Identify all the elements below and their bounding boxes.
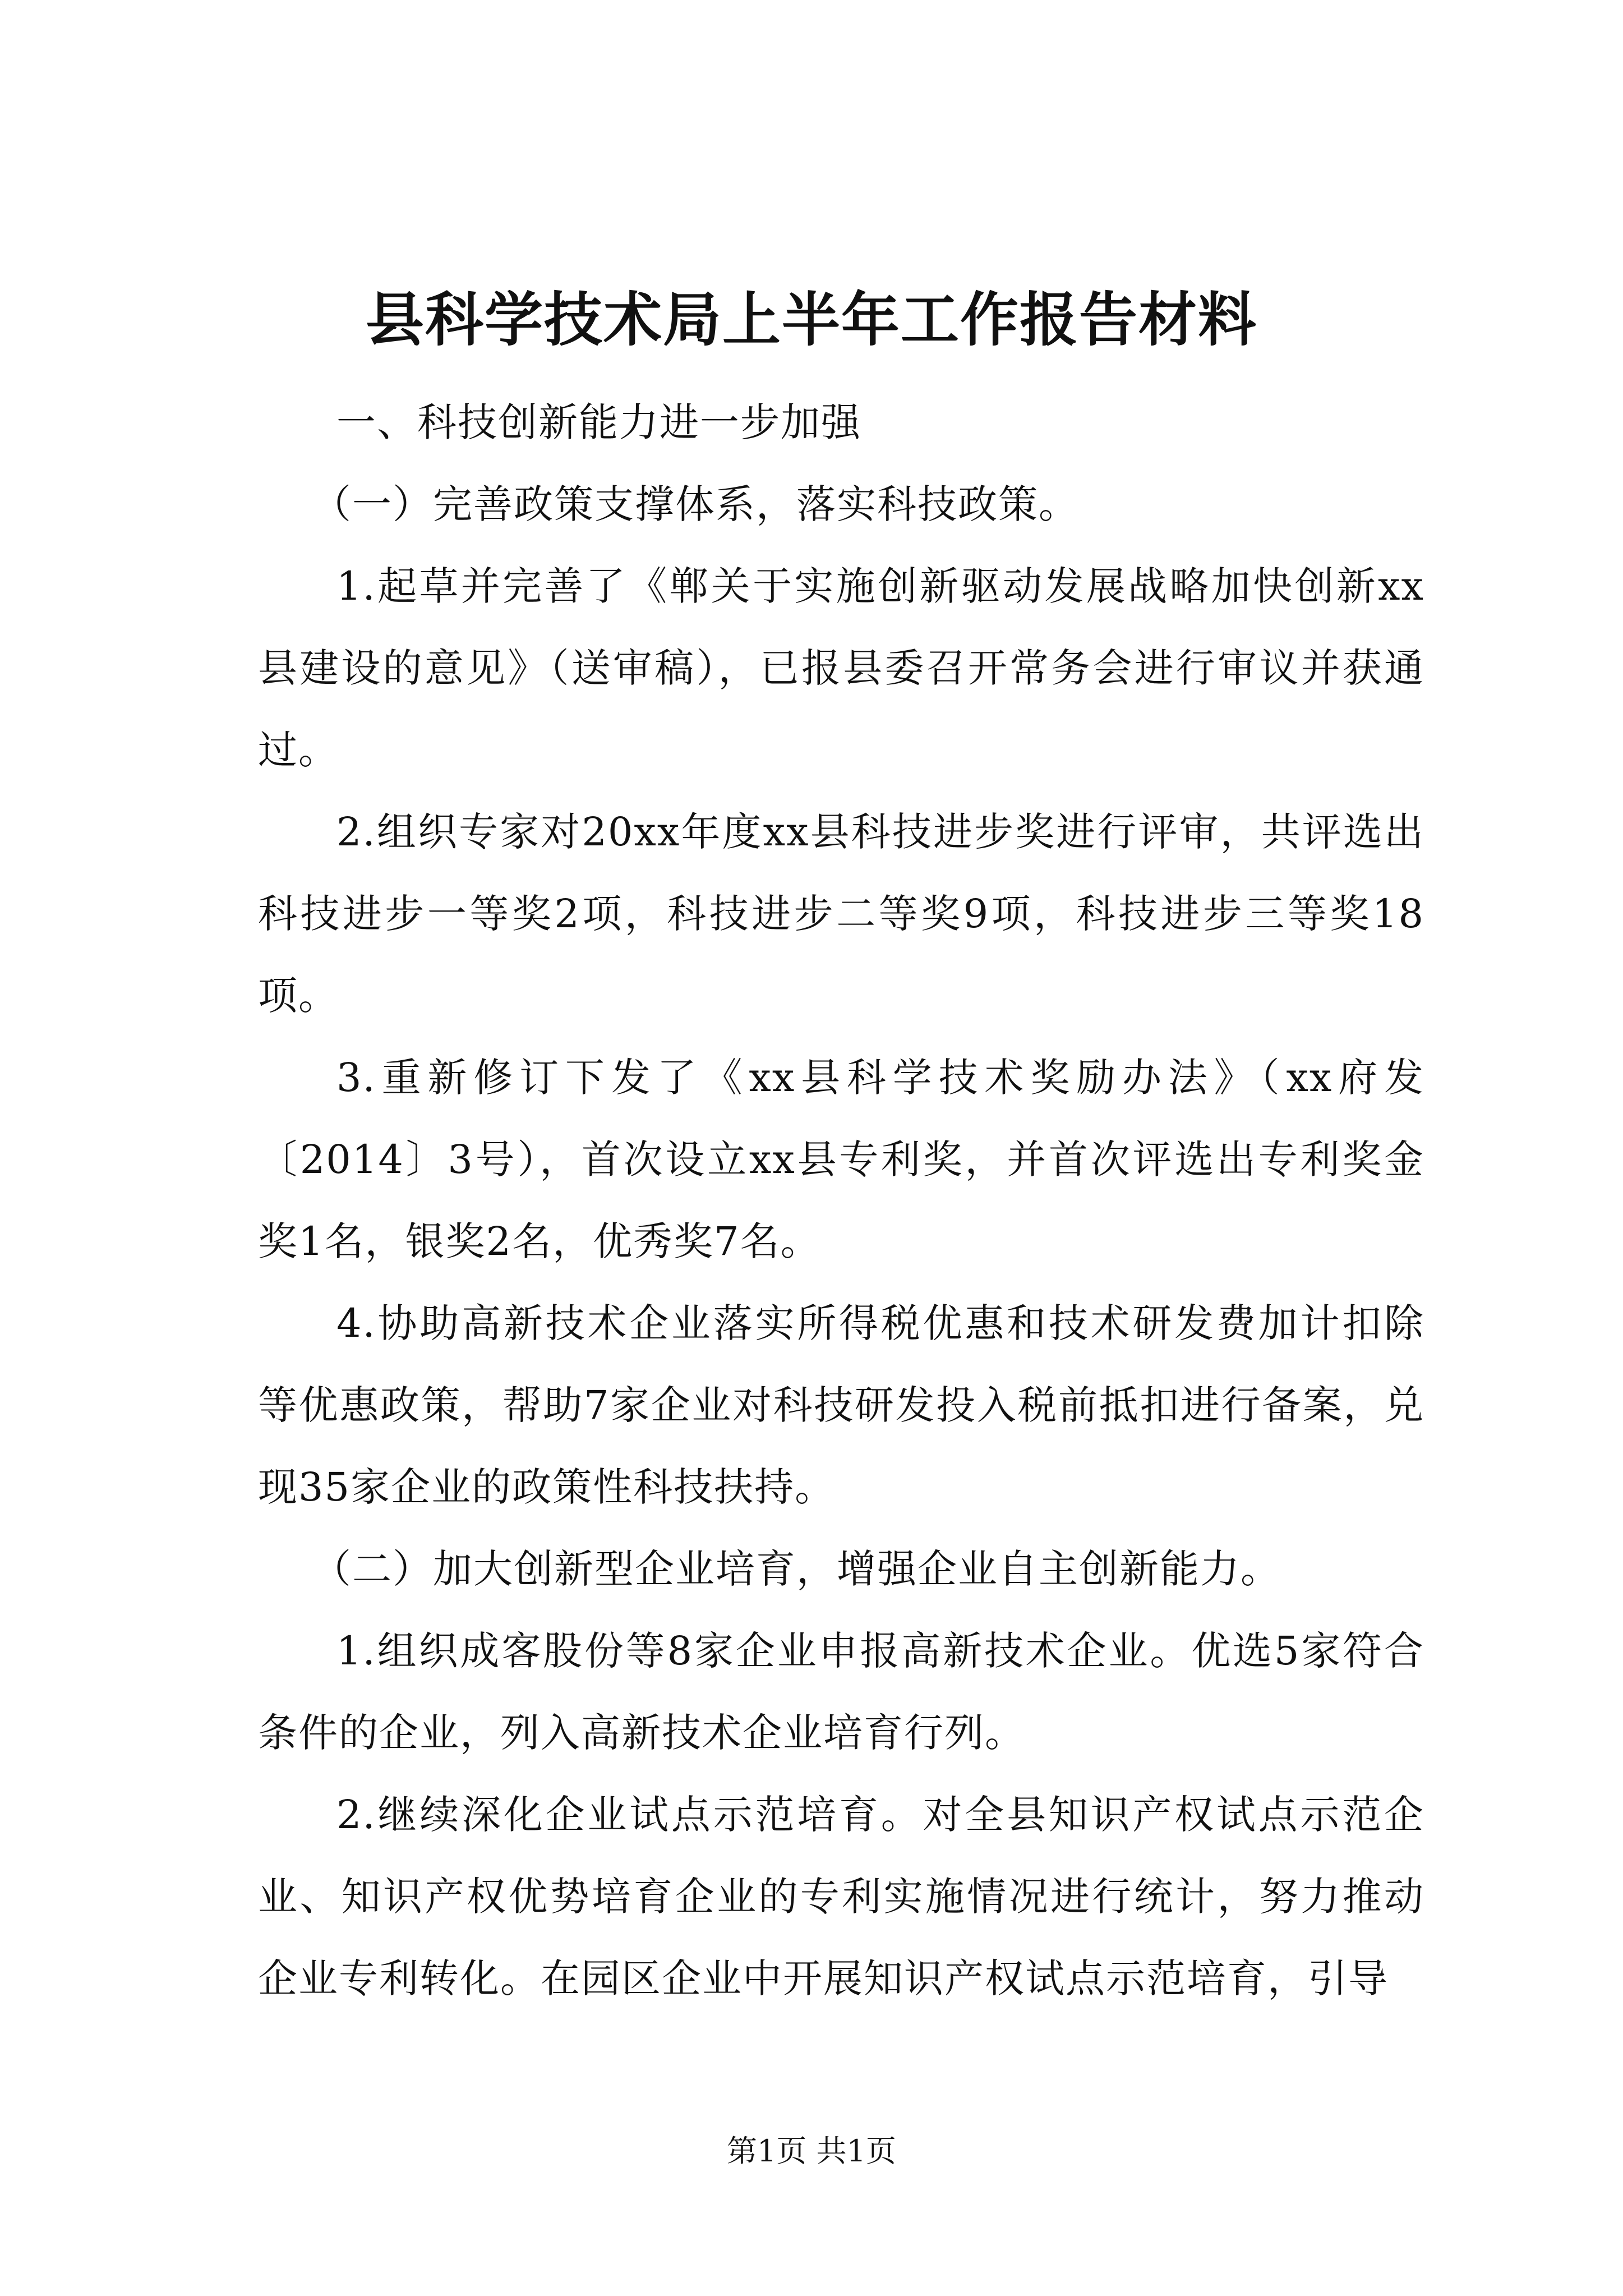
paragraph-item-1-3: 3.重新修订下发了《xx县科学技术奖励办法》（xx府发〔2014〕3号），首次设立xx县专利奖，并首次评选出专利奖金奖1名，银奖2名，优秀奖7名。 <box>258 1055 1424 1264</box>
paragraph-item-1-1: 1.起草并完善了《郸关于实施创新驱动发展战略加快创新xx县建设的意见》（送审稿），已报县委召开常务会进行审议并获通过。 <box>258 563 1424 773</box>
paragraph-item-1-4: 4.协助高新技术企业落实所得税优惠和技术研发费加计扣除等优惠政策，帮助7家企业对科技研发投入税前抵扣进行备案，兑现35家企业的政策性科技扶持。 <box>258 1300 1424 1510</box>
subsection-heading-1: （一）完善政策支撑体系，落实科技政策。 <box>312 481 1079 527</box>
paragraph-item-1-2: 2.组织专家对20xx年度xx县科技进步奖进行评审，共评选出科技进步一等奖2项，科技进步二等奖9项，科技进步三等奖18项。 <box>258 809 1424 1019</box>
document-title: 县科学技术局上半年工作报告材料 <box>365 285 1257 354</box>
document-body <box>258 381 1424 2019</box>
section-heading-1: 一、科技创新能力进一步加强 <box>336 399 861 445</box>
paragraph-item-2-2: 2.继续深化企业试点示范培育。对全县知识产权试点示范企业、知识产权优势培育企业的专利实施情况进行统计，努力推动企业专利转化。在园区企业中开展知识产权试点示范培育，引导 <box>258 1792 1424 2001</box>
page-footer: 第1页 共1页 <box>727 2133 896 2169</box>
paragraph-item-2-1: 1.组织成客股份等8家企业申报高新技术企业。优选5家符合条件的企业，列入高新技术企业培育行列。 <box>258 1628 1424 1756</box>
subsection-heading-2: （二）加大创新型企业培育，增强企业自主创新能力。 <box>312 1546 1281 1592</box>
